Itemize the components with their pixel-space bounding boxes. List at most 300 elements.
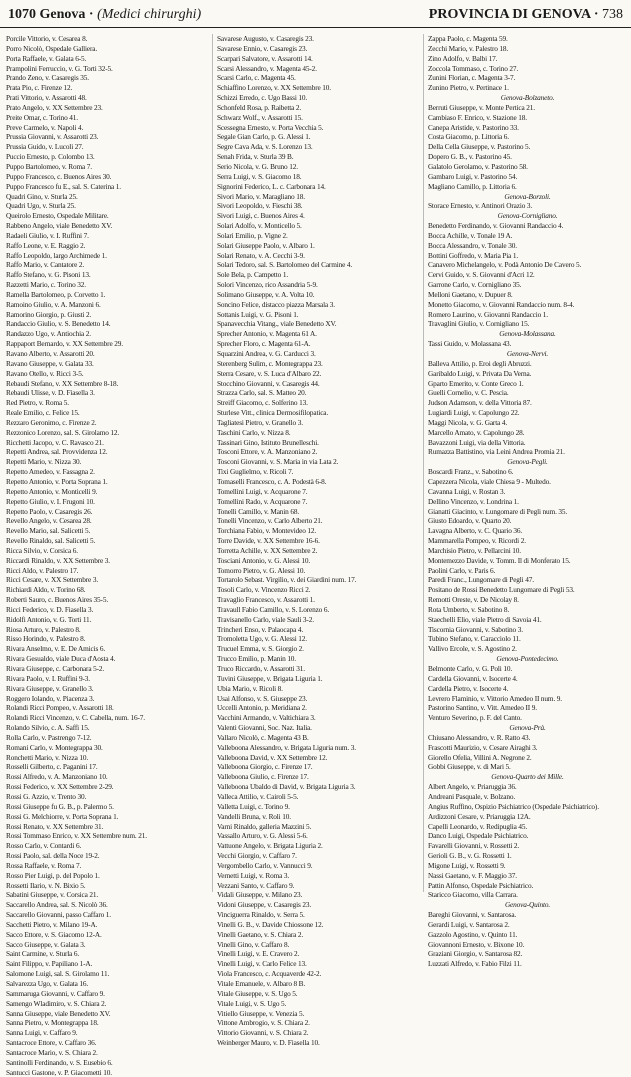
directory-entry: Dellino Vincenzo, v. Londrina 1. [428,496,519,506]
directory-entry: Boscardi Franz., v. Sabotino 6. [428,467,514,477]
directory-entry: Rossi G. Azzio, v. Trento 30. [6,791,87,801]
directory-entry: Scessegna Ernesto, v. Porta Vecchia 5. [217,122,324,132]
directory-entry: Vitale Luigi, v. S. Ugo 5. [217,998,287,1008]
directory-entry: Prando Zeno, v. Casaregis 35. [6,73,89,83]
directory-entry: Ricci Cesare, v. XX Settembre 3. [6,575,98,585]
directory-entry: Vitiello Giuseppe, v. Venezia 5. [217,1008,305,1018]
directory-entry: Torretta Achille, v. XX Settembre 2. [217,545,318,555]
directory-entry: Valleboona Giorgio, c. Firenze 17. [217,762,313,772]
directory-entry: Belmonte Carlo, v. G. Poli 10. [428,664,513,673]
directory-entry: Rivara Giuseppe, v. Granello 3. [6,683,94,693]
directory-entry: Tortarolo Sebast. Virgilio, v. dei Giardini num. 17. [217,575,357,585]
directory-entry: Bareghi Giovanni, v. Santarosa. [428,910,517,920]
directory-entry: Zino Adolfo, v. Balbi 17. [428,53,498,63]
directory-entry: Stocchino Giovanni, v. Casaregis 44. [217,378,320,388]
directory-entry: Repetto Antonio, v. Porta Soprana 1. [6,476,108,486]
directory-entry: Rolandi Ricci Pompeo, v. Assarotti 18. [6,703,114,713]
directory-entry: Schwarz Wolf., v. Assarotti 15. [217,112,303,122]
directory-entry: Radaeli Giulio, v. I. Ruffini 7. [6,230,89,240]
directory-entry: Travaull Fabio Camillo, v. S. Lorenzo 6. [217,604,330,614]
header-left: 1070 Genova · (Medici chirurghi) [8,7,202,22]
directory-entry: Uccelli Antonio, p. Meridiana 2. [217,703,307,713]
directory-entry: Galatolo Gerolamo, v. Pastorino 58. [428,161,528,171]
directory-entry: Tosconi Ettore, v. A. Manzoniano 2. [217,447,318,457]
directory-entry: Travaglini Giulio, v. Cornigliano 15. [428,319,530,329]
directory-entry: Sammaruga Giovanni, v. Caffaro 9. [6,988,105,998]
directory-entry: Reale Emilio, c. Felice 15. [6,408,80,418]
directory-entry: Rivara Gesualdo, viale Duca d'Aosta 4. [6,654,116,664]
locality-heading: Genova-Molassana. [499,329,556,339]
directory-entry: Judson Adamson, v. della Vittoria 87. [428,398,532,408]
directory-entry: Ramoino Giulio, v. A. Manzoni 6. [6,299,101,309]
directory-entry: Staricco Giacomo, villa Carrara. [428,890,518,900]
directory-entry: Santacroce Ettore, v. Caffaro 36. [6,1038,97,1048]
directory-column-2 [217,34,420,1048]
page-header [0,0,631,28]
directory-entry: Cambiaso F. Enrico, v. Stazione 18. [428,112,527,122]
locality-heading: Genova-Quarto dei Mille. [491,772,564,782]
directory-entry: Tagliatesi Pietro, v. Granello 3. [217,417,303,427]
directory-entry: Scarpari Salvatore, v. Assarotti 14. [217,53,313,63]
directory-entry: Raffo Leopoldo, largo Archimede 1. [6,250,107,260]
directory-entry: Rossi Tommaso Enrico, v. XX Settembre num. 21. [6,831,147,841]
directory-entry: Revello Mario, sal. Salicetti 5. [6,526,91,536]
directory-entry: Vallaro Nicolò, c. Magenta 43 B. [217,732,309,742]
directory-entry: Prati Vittorio, v. Assarotti 48. [6,93,87,103]
directory-entry: Valenti Giovanni, Soc. Naz. Italia. [217,723,312,733]
page-number-left: 1070 [8,7,36,22]
directory-entry: Samengo Wladimiro, v. S. Chiara 2. [6,998,107,1008]
directory-entry: Roberti Sauro, c. Buenos Aires 35-5. [6,595,109,605]
directory-entry: Gparto Emerito, v. Conte Greco 1. [428,378,524,388]
directory-entry: Tonelli Camillo, v. Manin 68. [217,506,300,516]
directory-entry: Maggi Nicola, v. G. Garta 4. [428,417,508,427]
directory-entry: Saccarello Andrea, sal. S. Nicolò 36. [6,900,108,910]
directory-entry: Prampolini Ferruccio, v. G. Torti 32-5. [6,63,113,73]
directory-entry: Travaglio Francesco, v. Assarotti 1. [217,595,315,605]
directory-entry: Rosso Carlo, v. Contardi 6. [6,841,82,851]
directory-entry: Gazzolo Agostino, v. Quinto 11. [428,929,518,939]
directory-entry: Pastorino Santino, v. Vitt. Amedeo II 9. [428,703,537,713]
directory-entry: Razzetti Mario, c. Torino 32. [6,280,86,290]
directory-entry: Staechelli Elio, viale Pietro di Savoia 41. [428,614,542,624]
directory-entry: Ricci Federico, v. D. Fiasella 3. [6,604,94,614]
directory-entry: Rappaport Bernardo, v. XX Settembre 29. [6,339,123,349]
directory-entry: Trucuel Emma, v. S. Giorgio 2. [217,644,304,654]
directory-entry: Serio Nicola, v. G. Bruno 12. [217,161,298,171]
directory-entry: Gobbi Giuseppe, v. di Mari 5. [428,762,511,772]
directory-entry: Salomone Luigi, sal. S. Girolamo 11. [6,969,110,979]
directory-entry: Repetto Antonio, v. Monticelli 9. [6,486,98,496]
directory-entry: Preve Carmelo, v. Napoli 4. [6,122,84,132]
directory-entry: Sanna Pietro, v. Montegrappa 18. [6,1018,99,1028]
directory-entry: Chiusano Alessandro, v. R. Ratto 43. [428,732,531,742]
directory-entry: Gambaro Luigi, v. Pastorino 54. [428,171,518,181]
directory-entry: Rolla Carlo, v. Pastrengo 7-12. [6,732,92,742]
directory-entry: Rebaudi Ulisse, v. D. Fiasella 3. [6,388,95,398]
directory-entry: Angius Ruffino, Ospizio Psichiatrico (Ospedale Psichiatrico). [428,801,599,811]
directory-entry: Sacco Ettore, v. S. Giacomo 12-A. [6,929,102,939]
directory-entry: Monetto Giacomo, v. Giovanni Randaccio num. 8-4. [428,299,575,309]
directory-entry: Schizzi Erredo, c. Ugo Bassi 10. [217,93,308,103]
directory-entry: Tuvini Giuseppe, v. Brigata Liguria 1. [217,673,323,683]
directory-entry: Varni Rinaldo, galleria Mazzini 5. [217,821,312,831]
directory-entry: Ricci Aldo, v. Palestro 17. [6,565,79,575]
directory-entry: Randaccio Giulio, v. S. Benedetto 14. [6,319,111,329]
directory-entry: Giusto Edoardo, v. Quarto 20. [428,516,512,526]
directory-entry: Torre Davide, v. XX Settembre 16-6. [217,536,320,546]
directory-entry: Valleca Attilio, v. Cairoli 5-5. [217,791,299,801]
directory-entry: Garibaldo Luigi, v. Privata Da Verna. [428,368,532,378]
directory-entry: Sanna Giuseppe, viale Benedetto XV. [6,1008,111,1018]
province-title: PROVINCIA DI GENOVA [428,7,591,22]
directory-entry: Tomorro Pietro, v. G. Alessi 10. [217,565,306,575]
directory-entry: Guelli Cornelio, v. C. Pescia. [428,388,509,398]
directory-entry: Gerioli G. B., v. G. Rossetti 1. [428,851,512,861]
directory-entry: Sacco Giuseppe, v. Galata 3. [6,939,86,949]
directory-entry: Rossi Giuseppe fu G. B., p. Palermo 5. [6,801,114,811]
directory-entry: Valleboona David, v. XX Settembre 12. [217,752,328,762]
directory-entry: Rivara Paolo, v. I. Ruffini 9-3. [6,673,90,683]
directory-entry: Favarelli Giovanni, v. Rossetti 2. [428,841,520,851]
directory-entry: Repetto Paolo, v. Casaregis 26. [6,506,93,516]
directory-entry: Ricca Silvio, v. Corsica 6. [6,545,78,555]
directory-entry: Signorini Federico, L. c. Carbonara 14. [217,181,326,191]
directory-entry: Risso Horindo, v. Palestro 8. [6,634,86,644]
directory-entry: Sprecher Floro, c. Magenta 61-A. [217,339,311,349]
directory-entry: Vittorio Giovanni, v. S. Chiara 2. [217,1028,309,1038]
locality-heading: Genova-Quinto. [504,900,551,910]
directory-entry: Savarese Augusto, v. Casaregis 23. [217,34,314,43]
directory-entry: Levrero Flaminio, v. Vittorio Amedeo II num. 9. [428,693,562,703]
directory-entry: Vassallo Arturo, v. G. Alessi 5-6. [217,831,308,841]
directory-entry: Repetto Amedeo, v. Fassagna 2. [6,467,95,477]
directory-entry: Rosso Pier Luigi, p. del Popolo 1. [6,870,100,880]
directory-entry: Cavanna Luigi, v. Rostan 3. [428,486,506,496]
directory-entry: Sole Bela, p. Campetto 1. [217,270,289,280]
directory-entry: Ronchetti Mario, v. Nizza 10. [6,752,89,762]
directory-entry: Preite Omar, c. Torino 41. [6,112,78,122]
directory-entry: Rezzonico Lorenzo, sal. S. Girolamo 12. [6,427,120,437]
directory-entry: Solori Vincenzo, rico Assandria 5-9. [217,280,318,290]
directory-entry: Valleboona Giulio, c. Firenze 17. [217,772,309,782]
directory-entry: Benedetto Ferdinando, v. Giovanni Randaccio 4. [428,221,564,231]
directory-entry: Capelli Leonardo, v. Redipuglia 45. [428,821,528,831]
directory-entry: Bottini Goffredo, v. Maria Pia 1. [428,250,519,260]
directory-entry: Santinolli Ferdinando, v. S. Eusebio 6. [6,1057,113,1067]
directory-entry: Paredi Franc., Lungomare di Pegli 47. [428,575,534,585]
directory-entry: Vandelli Bruna, v. Roli 10. [217,811,291,821]
directory-entry: Vinelli G. B., v. Davide Chiossone 12. [217,919,324,929]
directory-entry: Nassi Gaetano, v. F. Maggio 37. [428,870,517,880]
directory-entry: Revello Angelo, v. Cesarea 28. [6,516,92,526]
directory-entry: Vinelli Gaetano, v. S. Chiara 2. [217,929,304,939]
directory-entry: Tromoletta Ugo, v. G. Alessi 12. [217,634,307,644]
directory-entry: Sivori Luigi, c. Buenos Aires 4. [217,211,305,221]
directory-entry: Salvarezza Ugo, v. Galata 16. [6,979,89,988]
directory-entry: Rumazza Battistino, via Leini Andrea Promia 21. [428,447,565,457]
directory-entry: Sprecher Antonio, v. Magenta 61 A. [217,329,317,339]
directory-entry: Puccio Ernesto, p. Colombo 13. [6,152,95,162]
directory-entry: Vinelli Gino, v. Caffaro 8. [217,939,290,949]
directory-entry: Porro Nicolò, Ospedale Galliera. [6,43,98,53]
directory-entry: Dopero G. B., v. Pastorino 45. [428,152,512,162]
directory-entry: Vittone Ambrogio, v. S. Chiara 2. [217,1018,310,1028]
directory-entry: Rolandi Ricci Vincenzo, v. C. Cabella, num. 16-7. [6,713,145,723]
directory-entry: Zappa Paolo, c. Magenta 59. [428,34,508,43]
directory-entry: Rossi Alfredo, v. A. Manzoniano 10. [6,772,108,782]
locality-heading: Genova-Prà. [509,723,546,733]
directory-entry: Vidoni Giuseppe, v. Casaregis 23. [217,900,312,910]
directory-entry: Santucci Gastone, v. P. Giacometti 10. [6,1067,112,1077]
directory-entry: Storace Ernesto, v. Antinori Orazio 3. [428,201,533,211]
directory-entry: Prato Angelo, v. XX Settembre 23. [6,102,103,112]
directory-entry: Della Cella Giuseppe, v. Pastorino 5. [428,142,531,152]
directory-entry: Ramella Bartolomeo, p. Corvetto 1. [6,289,106,299]
directory-entry: Vattuone Angelo, v. Brigata Liguria 2. [217,841,323,851]
directory-entry: Tosoli Carlo, v. Vincenzo Ricci 2. [217,585,311,595]
directory-entry: Bocca Achille, v. Tonale 19 A. [428,230,513,240]
directory-entry: Zecchi Mario, v. Palestro 18. [428,43,509,53]
directory-entry: Prussia Giovanni, v. Assarotti 23. [6,132,99,142]
directory-entry: Zunini Florian, c. Magenta 3-7. [428,73,516,83]
directory-entry: Rossi Paolo, sal. della Noce 19-2. [6,851,100,861]
directory-entry: Schonfeld Rosa, p. Raibetta 2. [217,102,302,112]
directory-entry: Marchisio Pietro, v. Pellarcini 10. [428,545,521,555]
directory-entry: Puppo Francesco fu E., sal. S. Caterina 1. [6,181,121,191]
directory-entry: Mammarella Pompeo, v. Ricordi 2. [428,536,526,546]
directory-entry: Bocca Alessandro, v. Tonale 30. [428,240,517,250]
directory-entry: Sabatini Giuseppe, v. Corsica 21. [6,890,99,900]
directory-entry: Solari Renato, v. A. Cecchi 3-9. [217,250,305,260]
directory-entry: Valletta Luigi, c. Torino 9. [217,801,290,811]
directory-entry: Rossi G. Melchiorre, v. Porta Soprana 1. [6,811,119,821]
directory-entry: Rosselli Gilberto, c. Paganini 17. [6,762,98,772]
directory-entry: Travisanello Carlo, viale Sauli 3-2. [217,614,314,624]
directory-entry: Truco Riccardo, v. Assarotti 31. [217,664,305,673]
directory-entry: Melloni Gaetano, v. Dupuer 8. [428,289,513,299]
directory-entry: Valleboona Ubaldo di David, v. Brigata Liguria 3. [217,782,356,792]
directory-entry: Marcello Amato, v. Capolungo 28. [428,427,525,437]
directory-entry: Tosconi Giovanni, v. S. Maria in via Lata 2. [217,457,339,467]
header-right: PROVINCIA DI GENOVA · 738 [428,7,623,22]
directory-entry: Tomaselli Francesco, c. A. Podestà 6-8. [217,476,327,486]
directory-entry: Solimano Giuseppe, v. A. Volta 10. [217,289,315,299]
directory-entry: Remotti Oreste, v. De Nicolay 8. [428,595,519,605]
directory-entry: Rossi Federico, v. XX Settembre 2-29. [6,782,114,792]
directory-entry: Migone Luigi, v. Rossetti 9. [428,860,506,870]
directory-entry: Gianatti Giacinto, v. Lungomare di Pegli num. 35. [428,506,568,516]
directory-entry: Vidali Giuseppe, v. Milano 23. [217,890,303,900]
directory-entry: Vacchini Armando, v. Valtichiara 3. [217,713,316,723]
directory-entry: Red Pietro, v. Roma 5. [6,398,69,408]
directory-entry: Repetti Andrea, sal. Provvidenza 12. [6,447,108,457]
directory-entry: Porcile Vittorio, v. Cesarea 8. [6,34,88,43]
locality-heading: Genova-Pegli. [507,457,548,467]
directory-entry: Zoccola Tommaso, c. Torino 27. [428,63,519,73]
directory-entry: Queirolo Ernesto, Ospedale Militare. [6,211,109,221]
directory-entry: Tiscornia Giovanni, v. Sabotino 3. [428,624,523,634]
directory-entry: Gerardi Luigi, v. Santarosa 2. [428,919,510,929]
locality-heading: Genova-Nervi. [506,349,549,358]
directory-entry: Rabbeno Angelo, viale Benedetto XV. [6,221,113,231]
directory-entry: Quadri Ugo, v. Sturla 25. [6,201,76,211]
directory-entry: Pattin Alfonso, Ospedale Psichiatrico. [428,880,534,890]
directory-entry: Graziani Giorgio, v. Santarosa 82. [428,949,523,959]
directory-entry: Paolini Carlo, v. Paris 6. [428,565,496,575]
directory-entry: Repetti Mario, v. Nizza 30. [6,457,82,467]
directory-entry: Positano de Rossi Benedetto Lungomare di Pegli 53. [428,585,575,595]
directory-entry: Richiardi Aldo, v. Torino 68. [6,585,86,595]
directory-entry: Puppo Bartolomeo, v. Roma 7. [6,161,92,171]
directory-entry: Torchiana Fabio, v. Montevideo 12. [217,526,317,536]
directory-entry: Tassi Guido, v. Molassana 43. [428,339,512,349]
directory-entry: Saint Filippo, v. Papiliano 1-A. [6,959,93,969]
directory-entry: Porta Raffaele, v. Galata 6-5. [6,53,87,63]
directory-entry: Vergombello Carlo, v. Vannucci 9. [217,860,313,870]
directory-entry: Raffo Mario, v. Cantatore 2. [6,260,85,270]
directory-entry: Usai Alfonso, v. S. Giuseppe 23. [217,693,308,703]
directory-entry: Cardella Pietro, v. Isocerte 4. [428,683,509,693]
directory-entry: Squarzini Andrea, v. G. Carducci 3. [217,349,316,358]
directory-entry: Vecchi Giorgio, v. Caffaro 7. [217,851,297,861]
directory-entry: Rota Umberto, v. Sabotino 8. [428,604,510,614]
directory-entry: Andreani Pasquale, v. Bolzano. [428,791,516,801]
directory-entry: Savarese Ennio, v. Casaregis 23. [217,43,308,53]
directory-entry: Lavagna Alberto, v. C. Quario 36. [428,526,523,536]
directory-entry: Taschini Carlo, v. Nizza 8. [217,427,291,437]
directory-entry: Cervi Guido, v. S. Giovanni d'Acri 12. [428,270,535,280]
city-name: Genova [39,7,86,22]
directory-entry: Vinelli Luigi, v. E. Cravero 2. [217,949,300,959]
directory-entry: Repetto Giulio, v. I. Frugoni 10. [6,496,95,506]
directory-entry: Riosa Arturo, v. Palestro 8. [6,624,81,634]
directory-entry: Valleboona Alessandro, v. Brigata Liguria num. 3. [217,742,356,752]
directory-entry: Randazzo Ugo, v. Antiochia 2. [6,329,91,339]
directory-entry: Vallivo Ercole, v. S. Agostino 2. [428,644,517,654]
directory-entry: Montemezzo Davide, v. Tomm. Il di Monferato 15. [428,555,571,565]
directory-entry: Frascotti Maurizio, v. Cesare Airaghi 3. [428,742,538,752]
directory-entry: Ravano Alberto, v. Assarotti 20. [6,349,95,358]
directory-entry: Raffo Leone, v. E. Raggio 2. [6,240,86,250]
directory-entry: Tonelli Vincenzo, v. Carlo Alberto 21. [217,516,323,526]
directory-entry: Raffo Stefano, v. G. Pisoni 13. [6,270,91,280]
directory-entry: Solari Giuseppe Paolo, v. Albaro 1. [217,240,315,250]
directory-entry: Cardella Giovanni, v. Isocerte 4. [428,673,518,683]
directory-entry: Sanna Luigi, v. Caffaro 9. [6,1028,78,1038]
column-divider [212,34,213,892]
directory-entry: Ubia Mario, v. Ricoli 8. [217,683,283,693]
directory-entry: Giorello Ofelia, Villini A. Negrone 2. [428,752,532,762]
directory-entry: Lugiardi Luigi, v. Capolungo 22. [428,408,520,418]
directory-entry: Rossetti Ilario, v. N. Bixio 5. [6,880,86,890]
directory-entry: Rossa Raffaele, v. Roma 7. [6,860,82,870]
directory-entry: Sivori Mario, v. Maragliano 18. [217,191,305,201]
directory-entry: Roggero Iolando, v. Piacenza 3. [6,693,95,703]
directory-entry: Sterenberg Sulim, c. Montegrappa 23. [217,358,323,368]
directory-entry: Giovannoni Ernesto, v. Bixone 10. [428,939,525,949]
directory-entry: Tosciani Antonio, v. G. Alessi 10. [217,555,311,565]
directory-entry: Sacchetti Pietro, v. Milano 19-A. [6,919,98,929]
directory-entry: Rebaudi Stefano, v. XX Settembre 8-18. [6,378,119,388]
directory-entry: Ardizzoni Cesare, v. Priaruggia 12A. [428,811,531,821]
directory-entry: Capezzera Nicola, viale Chiesa 9 - Multedo. [428,476,551,486]
directory-entry: Vernetti Luigi, v. Roma 3. [217,870,290,880]
directory-entry: Venturo Severino, p. F. del Canto. [428,713,522,723]
directory-entry: Segre Cava Ada, v. S. Lorenzo 13. [217,142,313,152]
directory-entry: Quadri Gino, v. Sturla 25. [6,191,78,201]
directory-entry: Scarsi Carlo, c. Magenta 45. [217,73,296,83]
directory-entry: Rossi Renato, v. XX Settembre 31. [6,821,104,831]
directory-entry: Luzzati Alfredo, v. Fabio Filzi 11. [428,959,522,969]
directory-entry: Soncino Felice, distacco piazza Marsala 3. [217,299,335,309]
directory-entry: Tomellini Luigi, v. Acquarone 7. [217,486,308,496]
directory-entry: Santacroce Mario, v. S. Chiara 2. [6,1047,98,1057]
page-number-right: 738 [602,7,623,22]
directory-entry: Weinberger Mauro, v. D. Fiasella 10. [217,1038,320,1048]
locality-heading: Genova-Cornigliano. [497,211,558,221]
directory-entry: Ridolfi Antonio, v. G. Torti 11. [6,614,92,624]
directory-entry: Tassinari Gino, Istituto Brunelleschi. [217,437,319,447]
directory-entry: Schiaffino Lorenzo, v. XX Settembre 10. [217,83,331,93]
directory-entry: Trucco Emilio, p. Manin 10. [217,654,296,664]
directory-entry: Trincheri Enso, v. Palaocapa 4. [217,624,304,634]
directory-entry: Strazza Carlo, sal. S. Matteo 20. [217,388,307,398]
directory-entry: Sottanis Luigi, v. G. Pisoni 1. [217,309,299,319]
directory-entry: Spanavecchia Vitang., viale Benedetto XV. [217,319,337,329]
directory-entry: Solari Adolfo, v. Monticello 5. [217,221,302,231]
directory-entry: Saint Carmine, v. Sturla 6. [6,949,80,959]
directory-entry: Bavazzoni Luigi, via della Vittoria. [428,437,526,447]
directory-entry: Costa Giacomo, p. Littoria 6. [428,132,509,142]
directory-entry: Tomellini Rado, v. Acquarone 7. [217,496,308,506]
directory-entry: Serra Luigi, v. S. Giacomo 18. [217,171,302,181]
directory-entry: Canepa Aristide, v. Pastorino 33. [428,122,519,132]
directory-entry: Prussia Guido, v. Lucoli 27. [6,142,84,152]
locality-heading: Genova-Borzoli. [504,191,551,201]
directory-entry: Rolando Silvio, c. A. Saffi 15. [6,723,90,733]
directory-column-3 [428,34,627,969]
directory-entry: Senah Frida, v. Sturla 39 B. [217,152,294,162]
directory-entry: Prata Pio, c. Firenze 12. [6,83,73,93]
directory-entry: Romero Laurino, v. Giovanni Randaccio 1. [428,309,548,319]
section-title: (Medici chirurghi) [97,7,202,22]
directory-entry: Magliano Camillo, p. Littoria 6. [428,181,517,191]
directory-column-1 [6,34,209,1077]
directory-entry: Zunino Pietro, v. Pertinace 1. [428,83,509,93]
directory-entry: Tubino Stefano, v. Caracciolo 11. [428,634,521,644]
directory-entry: Tixi Guglielmo, v. Ricoli 7. [217,467,294,477]
directory-entry: Vinelli Luigi, v. Carlo Felice 13. [217,959,307,969]
directory-entry: Riccardi Rinaldo, v. XX Settembre 3. [6,555,110,565]
directory-entry: Sivori Leopoldo, v. Fieschi 38. [217,201,303,211]
directory-entry: Sturlese Vitt., clinica Dermosifilopatica. [217,408,329,418]
directory-entry: Viola Francesco, c. Acquaverde 42-2. [217,969,322,979]
directory-entry: Ricchetti Jacopo, v. C. Ravasco 21. [6,437,104,447]
directory-entry: Vitale Giuseppe, v. S. Ugo 5. [217,988,298,998]
column-divider [423,34,424,892]
directory-entry: Vitale Emanuele, v. Albaro 8 B. [217,979,306,988]
directory-entry: Solari Tedoro, sal. S. Bartolomeo del Carmine 4. [217,260,353,270]
directory-entry: Puppo Francesco, c. Buenos Aires 30. [6,171,112,181]
directory-entry: Balleva Attilio, p. Eroi degli Abruzzi. [428,358,532,368]
directory-entry: Scarsi Alessandro, v. Magenta 45-2. [217,63,317,73]
directory-entry: Canavero Michelangelo, v. Podà Antonio De Cavero 5. [428,260,582,270]
directory-entry: Rivara Anselmo, v. E. De Amicis 6. [6,644,106,654]
directory-entry: Berruti Giuseppe, v. Monte Pertica 21. [428,102,535,112]
directory-entry: Garrone Carlo, v. Cornigliano 35. [428,280,522,290]
directory-entry: Sterra Cesare, v. S. Luca d'Albaro 22. [217,368,322,378]
